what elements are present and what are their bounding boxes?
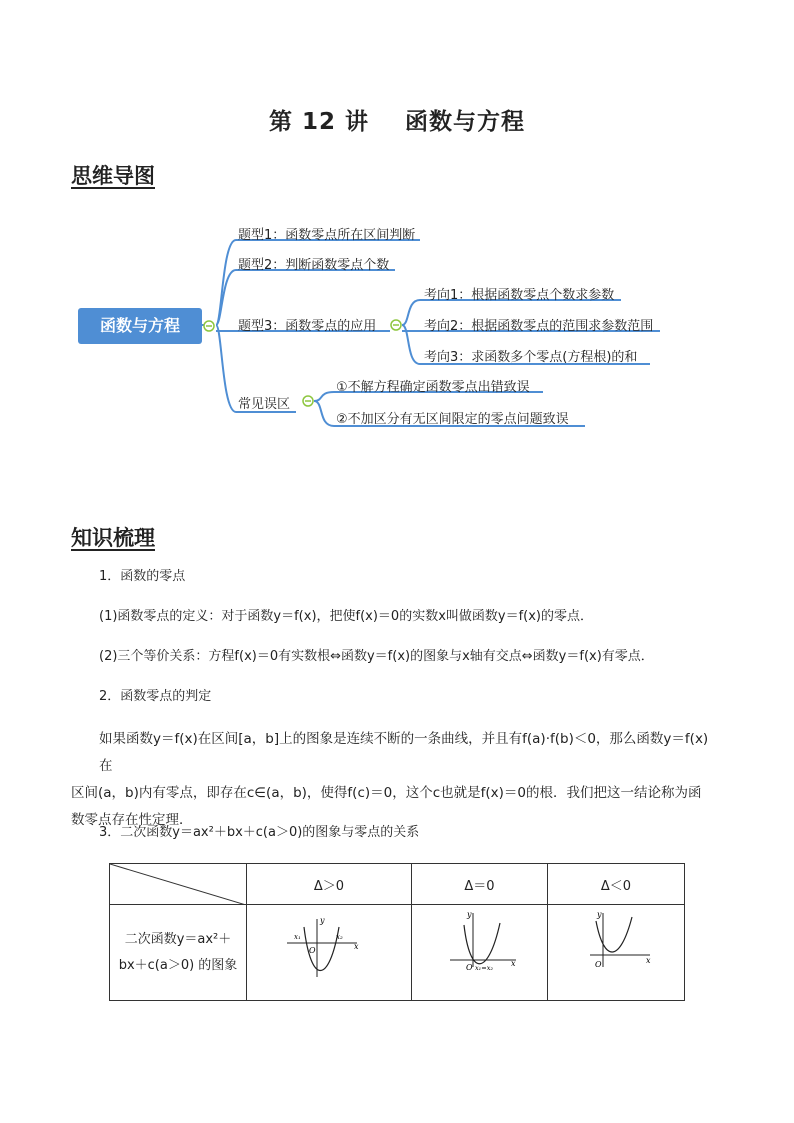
- origin-label: O: [466, 963, 473, 972]
- knowledge-para-2: (2)三个等价关系：方程f(x)＝0有实数根⇔函数y＝f(x)的图象与x轴有交点⇔函数y＝f(x)有零点．: [99, 649, 654, 664]
- knowledge-para-3: [71, 726, 721, 834]
- y-axis-label: y: [467, 910, 472, 919]
- para-3-line-2: 区间(a，b)内有零点，即存在c∈(a，b)，使得f(c)＝0，这个c也就是f(x)＝0的根．我们把这一结论称为函: [71, 785, 702, 801]
- table-header-delta-positive: Δ＞0: [247, 864, 412, 905]
- graph-no-root: [548, 905, 685, 1001]
- page-title: 第 12 讲 函数与方程: [268, 109, 526, 135]
- mind-node-dir2[interactable]: 考向2：根据函数零点的范围求参数范围: [424, 319, 654, 334]
- table-header-delta-zero: Δ＝0: [412, 864, 548, 905]
- section-heading-knowledge: 知识梳理: [71, 526, 155, 550]
- mind-node-dir3[interactable]: 考向3：求函数多个零点(方程根)的和: [424, 350, 638, 365]
- y-axis-label: y: [597, 910, 602, 919]
- root-x2-label: x₂: [336, 933, 343, 941]
- parabola-one-root-graph: [412, 905, 547, 996]
- origin-label: O: [309, 946, 316, 955]
- mind-node-type3[interactable]: 题型3：函数零点的应用: [238, 319, 377, 334]
- mind-node-err2[interactable]: ②不加区分有无区间限定的零点问题致误: [336, 412, 569, 427]
- mind-node-type1[interactable]: 题型1：函数零点所在区间判断: [238, 228, 416, 243]
- mind-map: [0, 200, 794, 440]
- table-corner-cell: [110, 864, 247, 905]
- x-axis-label: x: [511, 959, 516, 968]
- table-row-label: 二次函数y＝ax²＋ bx＋c(a＞0) 的图象: [110, 905, 247, 1001]
- knowledge-heading-2: 2．函数零点的判定: [99, 689, 212, 704]
- x-axis-label: x: [354, 942, 359, 951]
- table-header-delta-negative: Δ＜0: [548, 864, 685, 905]
- x-axis-label: x: [646, 956, 651, 965]
- double-root-label: x₁=x₂: [475, 964, 493, 972]
- mind-map-root[interactable]: 函数与方程: [78, 308, 202, 344]
- root-x1-label: x₁: [294, 933, 301, 941]
- mind-node-dir1[interactable]: 考向1：根据函数零点个数求参数: [424, 288, 615, 303]
- mind-node-err1[interactable]: ①不解方程确定函数零点出错致误: [336, 380, 530, 395]
- y-axis-label: y: [320, 916, 325, 925]
- mind-node-type2[interactable]: 题型2：判断函数零点个数: [238, 258, 390, 273]
- para-3-line-1: 如果函数y＝f(x)在区间[a，b]上的图象是连续不断的一条曲线，并且有f(a)·f(b)＜0，那么函数y＝f(x)在: [99, 731, 709, 774]
- quadratic-table: [109, 863, 685, 1001]
- graph-one-root: [412, 905, 548, 1001]
- knowledge-heading-3: 3．二次函数y＝ax²＋bx＋c(a＞0)的图象与零点的关系: [99, 825, 420, 840]
- mind-node-errors[interactable]: 常见误区: [238, 397, 291, 412]
- knowledge-heading-1: 1．函数的零点: [99, 569, 186, 584]
- graph-two-roots: [247, 905, 412, 1001]
- para-3-line-3: 数零点存在性定理．: [71, 812, 193, 828]
- parabola-no-root-graph: [548, 905, 684, 996]
- diagonal-line: [110, 864, 246, 905]
- origin-label: O: [595, 960, 602, 969]
- parabola-two-roots-graph: [247, 905, 411, 996]
- section-heading-mindmap: 思维导图: [71, 164, 155, 188]
- knowledge-para-1: (1)函数零点的定义：对于函数y＝f(x)，把使f(x)＝0的实数x叫做函数y＝f(x)的零点．: [99, 609, 594, 624]
